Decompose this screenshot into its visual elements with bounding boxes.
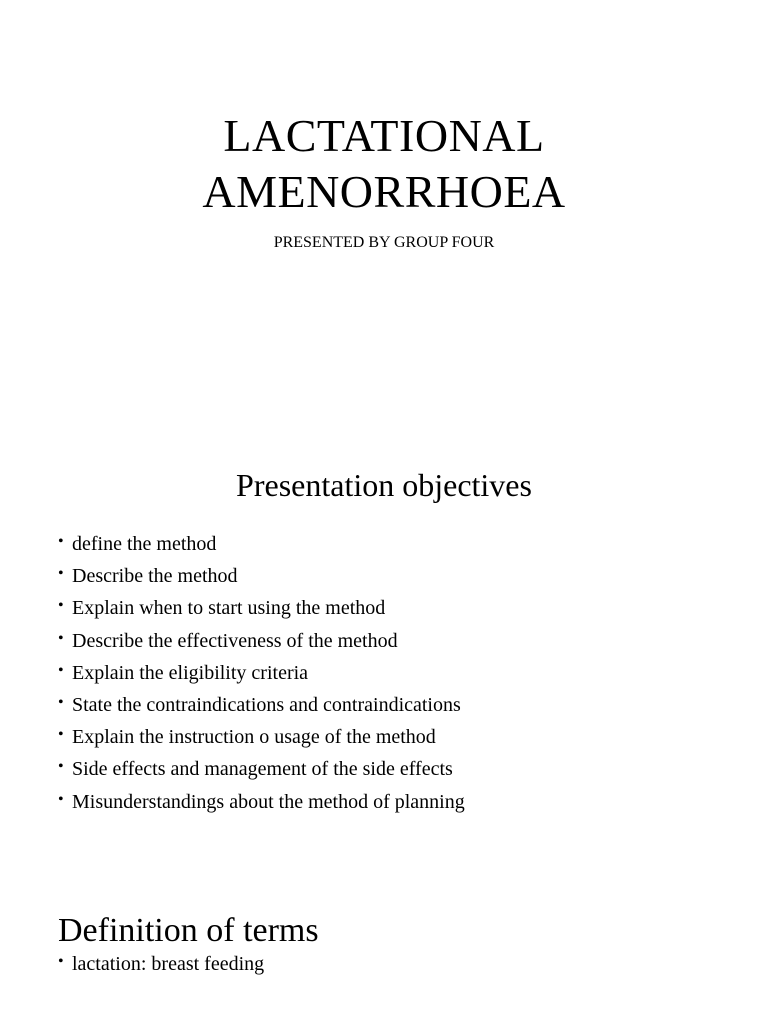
objective-item	[58, 721, 465, 753]
bullet-icon: •	[58, 661, 64, 679]
title-line-2: AMENORRHOEA	[202, 166, 566, 217]
definition-list	[58, 950, 264, 978]
title-slide	[0, 0, 768, 432]
objective-item	[58, 528, 465, 560]
objective-item	[58, 753, 465, 785]
title-line-1: LACTATIONAL	[223, 110, 545, 161]
objective-text: Side effects and management of the side effects	[72, 758, 453, 781]
objective-text: Misunderstandings about the method of planning	[72, 790, 465, 813]
objective-text: define the method	[72, 533, 217, 555]
objective-text: Explain when to start using the method	[72, 597, 386, 620]
objective-item	[58, 625, 465, 657]
bullet-icon: •	[58, 726, 64, 744]
objective-text: Explain the eligibility criteria	[72, 661, 309, 684]
presentation-subtitle: PRESENTED BY GROUP FOUR	[273, 234, 495, 251]
definition-slide	[0, 864, 768, 1024]
bullet-icon: •	[58, 758, 64, 776]
bullet-icon: •	[58, 565, 64, 583]
presentation-title	[0, 108, 768, 220]
objective-item	[58, 657, 465, 689]
objective-item	[58, 689, 465, 721]
objective-text: Explain the instruction o usage of the method	[72, 726, 436, 749]
bullet-icon: •	[58, 953, 64, 970]
bullet-icon: •	[58, 694, 64, 712]
definition-item	[58, 950, 264, 978]
bullet-icon: •	[58, 629, 64, 647]
objectives-slide	[0, 432, 768, 864]
definition-text: lactation: breast feeding	[72, 953, 265, 975]
objective-text: State the contraindications and contraindications	[72, 694, 461, 717]
objective-text: Describe the method	[72, 565, 238, 588]
definition-heading: Definition of terms	[58, 912, 319, 949]
bullet-icon: •	[58, 597, 64, 615]
objectives-list	[58, 528, 465, 818]
bullet-icon: •	[58, 790, 64, 808]
objectives-heading: Presentation objectives	[236, 467, 532, 503]
objective-text: Describe the effectiveness of the method	[72, 629, 398, 652]
bullet-icon: •	[58, 533, 64, 550]
objective-item	[58, 786, 465, 818]
objective-item	[58, 592, 465, 624]
objective-item	[58, 560, 465, 592]
